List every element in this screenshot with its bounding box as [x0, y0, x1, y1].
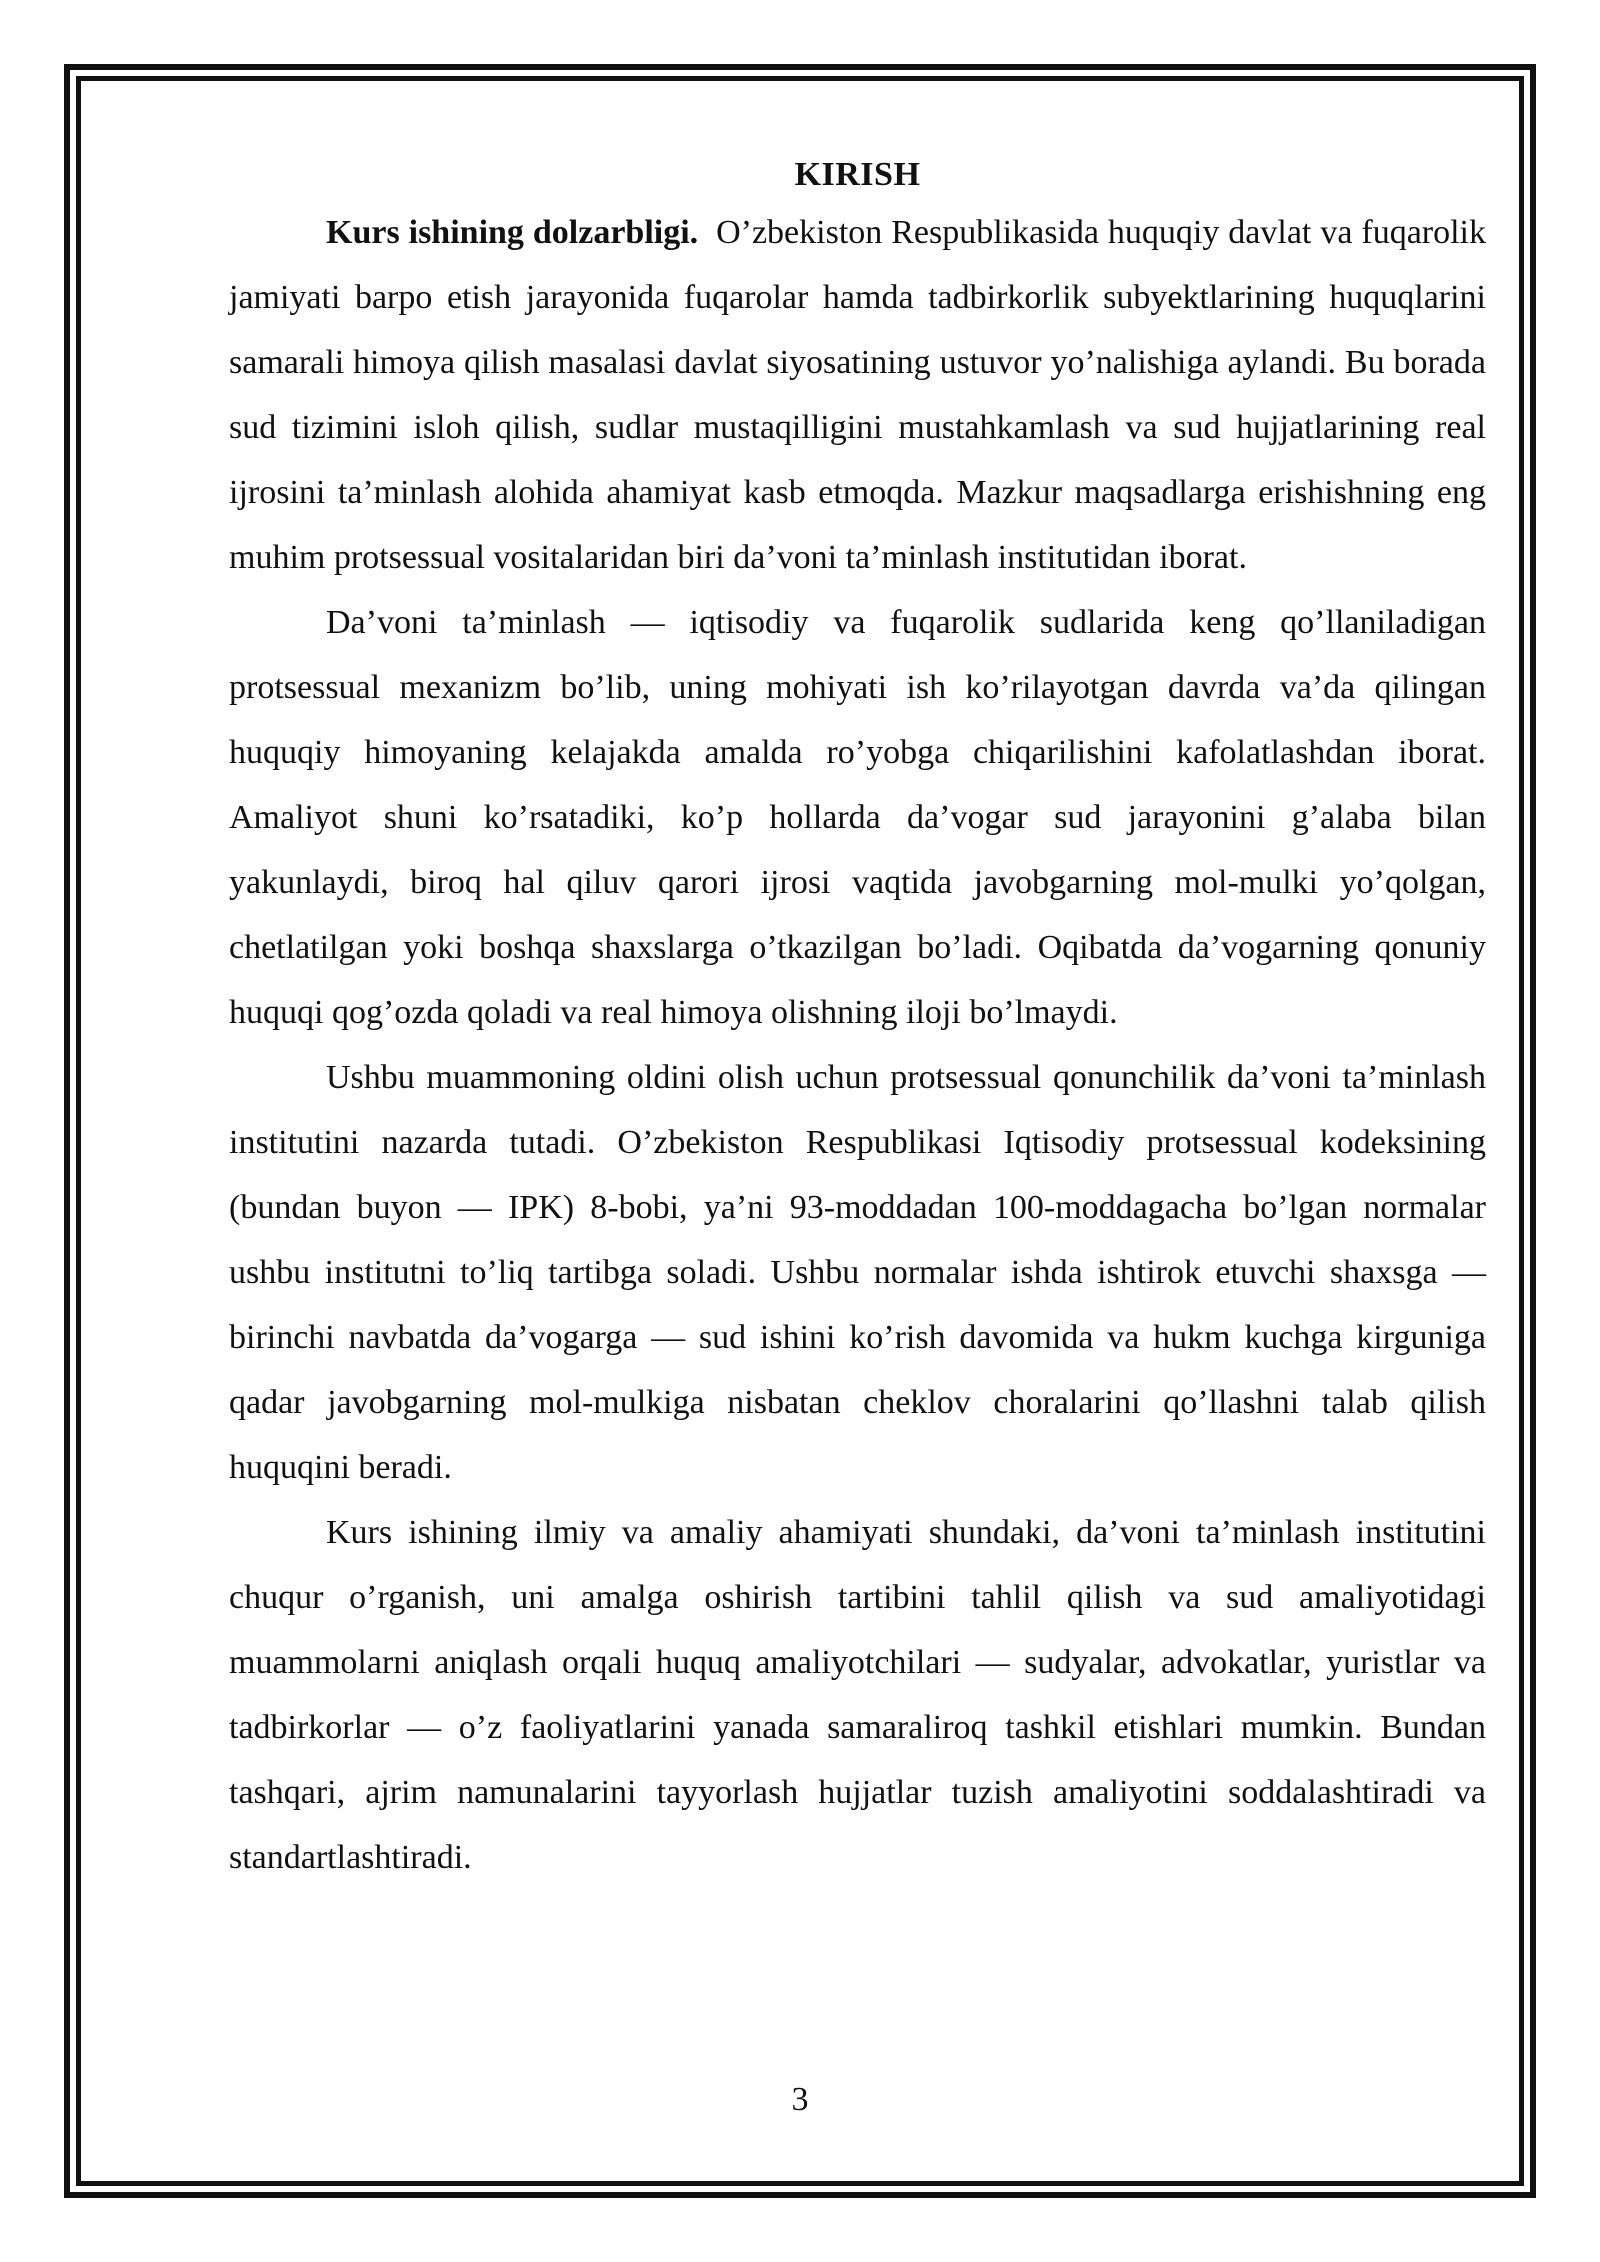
paragraph-text: O’zbekiston Respublikasida huquqiy davlat va fuqarolik jamiyati barpo etish jarayonida fuqarolar hamda tadbirkorlik subyektlarining huquqlarini samarali himoya qilish masalasi davlat siyosatining ustuvor yo’nalishiga aylandi. Bu borada sud tizimini isloh qilish, sudlar mustaqilligini mustahkamlash va sud hujjatlarining real ijrosini ta’minlash alohida ahamiyat kasb etmoqda. Mazkur maqsadlarga erishishning eng muhim protsessual vositalaridan biri da’voni ta’minlash institutidan iborat.	[229, 214, 1486, 576]
page-number: 3	[791, 2081, 809, 2118]
paragraph-mechanism: Da’voni ta’minlash — iqtisodiy va fuqarolik sudlarida keng qo’llaniladigan protsessual mexanizm bo’lib, uning mohiyati ish ko’rilayotgan davrda va’da qilingan huquqiy himoyaning kelajakda amalda ro’yobga chiqarilishini kafolatlashdan iborat. Amaliyot shuni ko’rsatadiki, ko’p hollarda da’vogar sud jarayonini g’alaba bilan yakunlaydi, biroq hal qiluv qarori ijrosi vaqtida javobgarning mol-mulki yo’qolgan, chetlatilgan yoki boshqa shaxslarga o’tkazilgan bo’ladi. Oqibatda da’vogarning qonuniy huquqi qog’ozda qoladi va real himoya olishning iloji bo’lmaydi.	[229, 604, 1486, 1031]
section-title: KIRISH	[794, 156, 921, 193]
paragraph-legislation: Ushbu muammoning oldini olish uchun protsessual qonunchilik da’voni ta’minlash institutini nazarda tutadi. O’zbekiston Respublikasi Iqtisodiy protsessual kodeksining (bundan buyon — IPK) 8-bobi, ya’ni 93-moddadan 100-moddagacha bo’lgan normalar ushbu institutni to’liq tartibga soladi. Ushbu normalar ishda ishtirok etuvchi shaxsga — birinchi navbatda da’vogarga — sud ishini ko’rish davomida va hukm kuchga kirguniga qadar javobgarning mol-mulkiga nisbatan cheklov choralarini qo’llashni talab qilish huquqini beradi.	[229, 1059, 1486, 1486]
paragraph-lead: Kurs ishining dolzarbligi.	[326, 214, 699, 251]
document-body	[229, 150, 1486, 1890]
paragraph-relevance	[229, 200, 1486, 590]
paragraph-significance: Kurs ishining ilmiy va amaliy ahamiyati shundaki, da’voni ta’minlash institutini chuqur o’rganish, uni amalga oshirish tartibini tahlil qilish va sud amaliyotidagi muammolarni aniqlash orqali huquq amaliyotchilari — sudyalar, advokatlar, yuristlar va tadbirkorlar — o’z faoliyatlarini yanada samaraliroq tashkil etishlari mumkin. Bundan tashqari, ajrim namunalarini tayyorlash hujjatlar tuzish amaliyotini soddalashtiradi va standartlashtiradi.	[229, 1514, 1486, 1876]
